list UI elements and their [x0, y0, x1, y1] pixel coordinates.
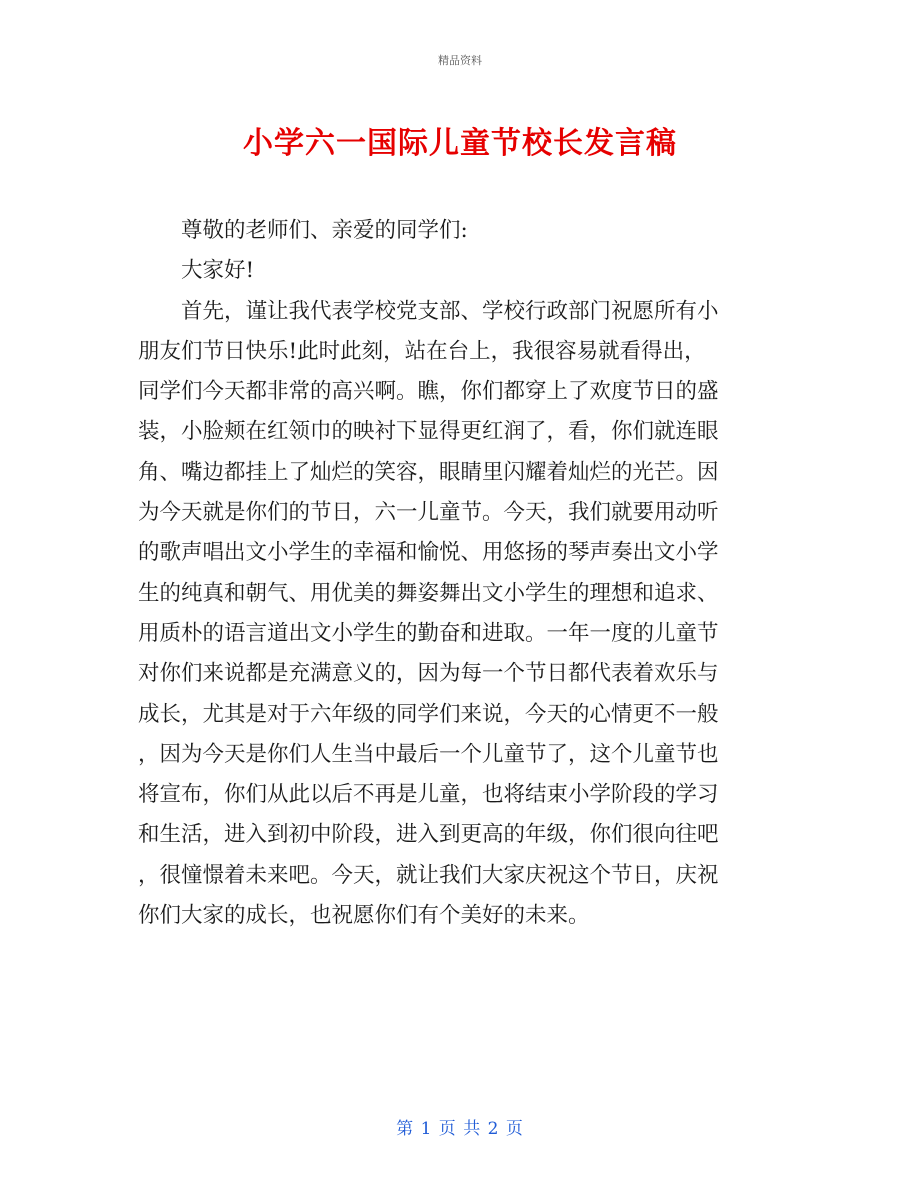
document-title: 小学六一国际儿童节校长发言稿 — [243, 126, 677, 161]
paragraph-line: 为今天就是你们的节日，六一儿童节。今天，我们就要用动听 — [138, 500, 719, 526]
header-note: 精品资料 — [438, 54, 482, 67]
paragraph-line: 对你们来说都是充满意义的，因为每一个节日都代表着欢乐与 — [138, 661, 719, 687]
document-body — [138, 211, 786, 936]
paragraph-line: ，因为今天是你们人生当中最后一个儿童节了，这个儿童节也 — [138, 741, 719, 767]
paragraph-line: 首先，谨让我代表学校党支部、学校行政部门祝愿所有小 — [181, 298, 719, 324]
paragraph-line: 成长，尤其是对于六年级的同学们来说，今天的心情更不一般 — [138, 701, 719, 727]
paragraph-line: 装，小脸颊在红领巾的映衬下显得更红润了，看，你们就连眼 — [138, 419, 719, 445]
salutation-line: 尊敬的老师们、亲爱的同学们: — [181, 218, 468, 243]
paragraph-line: 朋友们节日快乐!此时此刻，站在台上，我很容易就看得出， — [138, 338, 706, 364]
paragraph-line: 的歌声唱出文小学生的幸福和愉悦、用悠扬的琴声奏出文小学 — [138, 540, 719, 566]
paragraph-line: 角、嘴边都挂上了灿烂的笑容，眼睛里闪耀着灿烂的光芒。因 — [138, 459, 719, 485]
paragraph-line: 和生活，进入到初中阶段，进入到更高的年级，你们很向往吧 — [138, 822, 719, 848]
paragraph-line: 生的纯真和朝气、用优美的舞姿舞出文小学生的理想和追求、 — [138, 580, 719, 606]
paragraph-line: 同学们今天都非常的高兴啊。瞧，你们都穿上了欢度节日的盛 — [138, 379, 719, 405]
paragraph-line: 你们大家的成长，也祝愿你们有个美好的未来。 — [138, 903, 590, 929]
paragraph-line: ，很憧憬着未来吧。今天，就让我们大家庆祝这个节日，庆祝 — [138, 862, 719, 888]
greeting-line: 大家好! — [181, 258, 255, 284]
page-indicator: 第 1 页 共 2 页 — [396, 1119, 524, 1139]
paragraph-line: 用质朴的语言道出文小学生的勤奋和进取。一年一度的儿童节 — [138, 620, 719, 646]
paragraph-line: 将宣布，你们从此以后不再是儿童，也将结束小学阶段的学习 — [138, 782, 719, 808]
